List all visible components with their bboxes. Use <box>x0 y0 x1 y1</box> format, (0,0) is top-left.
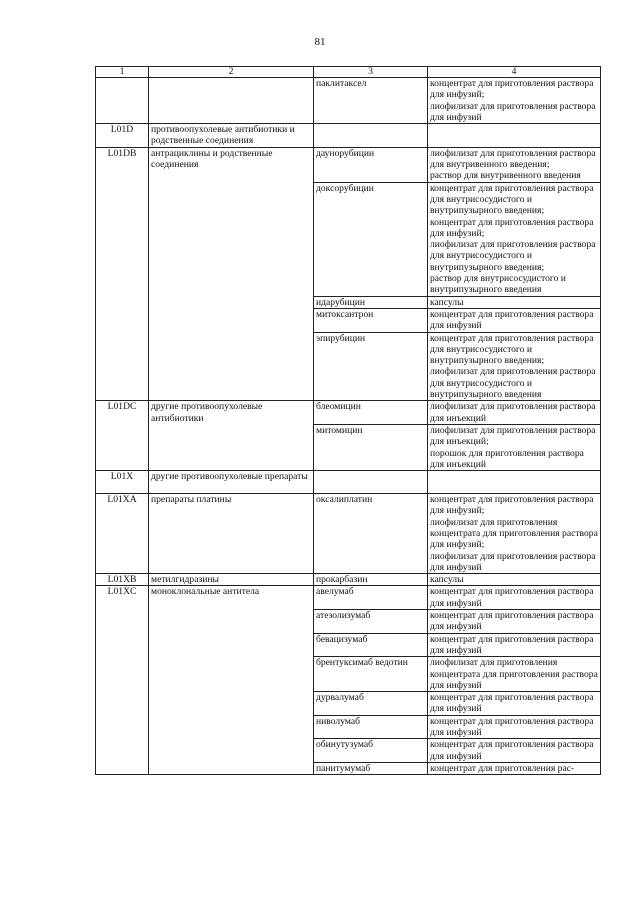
anatomical-group-cell: метилгидразины <box>149 574 314 586</box>
column-header-2: 2 <box>149 67 314 78</box>
drug-inn-cell <box>314 471 428 494</box>
table-row <box>96 586 601 610</box>
drug-inn-cell: митомицин <box>314 424 428 470</box>
anatomical-group-cell: моноклональные антитела <box>149 586 314 775</box>
atc-code-cell: L01XB <box>96 574 149 586</box>
dosage-form-cell <box>428 586 601 610</box>
dosage-form-cell <box>428 657 601 692</box>
drug-inn-cell: панитумумаб <box>314 762 428 774</box>
dosage-form-cell <box>428 296 601 308</box>
header-row <box>96 67 601 78</box>
drug-inn-cell: блеомицин <box>314 401 428 425</box>
atc-code-cell: L01DB <box>96 147 149 401</box>
dosage-form-line: лиофилизат для приготовления раствора для инъекций <box>430 401 596 424</box>
dosage-form-line: концентрат для приготовления раствора для инфузий; <box>430 78 594 101</box>
dosage-form-line: концентрат для приготовления раствора для инфузий; <box>430 494 594 517</box>
anatomical-group-cell: препараты платины <box>149 494 314 574</box>
atc-code-cell <box>96 78 149 124</box>
drug-inn-cell: оксалиплатин <box>314 494 428 574</box>
table-row <box>96 147 601 182</box>
dosage-form-line: лиофилизат для приготовления раствора для инъекций; <box>430 424 596 448</box>
dosage-form-line: лиофилизат для приготовления раствора для внутрисосудистого и внутрипузырного введения <box>430 366 596 401</box>
drug-inn-cell: доксорубицин <box>314 182 428 296</box>
dosage-form-line: лиофилизат для приготовления концентрата для приготовления раствора для инфузий; <box>430 516 598 551</box>
dosage-form-line: капсулы <box>430 574 464 586</box>
table-row <box>96 494 601 574</box>
dosage-form-cell <box>428 424 601 470</box>
dosage-form-line: концентрат для приготовления раствора для внутрисосудистого и внутрипузырного введения; <box>430 182 594 217</box>
atc-code-cell: L01XC <box>96 586 149 775</box>
dosage-form-cell <box>428 471 601 494</box>
dosage-form-line: концентрат для приготовления раствора для инфузий <box>430 633 594 656</box>
anatomical-group-cell: противоопухолевые антибиотики и родственные соединения <box>149 124 314 148</box>
dosage-form-line: раствор для внутривенного введения <box>430 170 581 182</box>
dosage-form-line: концентрат для приготовления раствора для инфузий <box>430 715 594 739</box>
table-row <box>96 401 601 425</box>
drug-inn-cell: даунорубицин <box>314 147 428 182</box>
drug-inn-cell: обинутузумаб <box>314 739 428 763</box>
dosage-form-line: концентрат для приготовления раствора для внутрисосудистого и внутрипузырного введения; <box>430 332 594 367</box>
dosage-form-cell <box>428 610 601 634</box>
drug-inn-cell: ниволумаб <box>314 715 428 739</box>
atc-code-cell: L01X <box>96 471 149 494</box>
dosage-form-line: концентрат для приготовления раствора для инфузий <box>430 308 594 332</box>
dosage-form-cell <box>428 401 601 425</box>
dosage-form-line: лиофилизат для приготовления концентрата для приготовления раствора для инфузий <box>430 657 598 691</box>
drug-inn-cell: эпирубицин <box>314 332 428 401</box>
dosage-form-cell <box>428 332 601 401</box>
drug-table <box>95 66 601 775</box>
page-number: 81 <box>314 36 326 48</box>
dosage-form-cell <box>428 633 601 657</box>
dosage-form-cell <box>428 692 601 716</box>
anatomical-group-cell: антрациклины и родственные соединения <box>149 147 314 401</box>
dosage-form-line: концентрат для приготовления раствора для инфузий; <box>430 216 594 239</box>
drug-inn-cell: митоксантрон <box>314 308 428 332</box>
dosage-form-line: лиофилизат для приготовления раствора для инфузий <box>430 550 596 573</box>
anatomical-group-cell: другие противоопухолевые антибиотики <box>149 401 314 471</box>
dosage-form-cell <box>428 762 601 774</box>
dosage-form-cell <box>428 574 601 586</box>
column-header-4: 4 <box>428 67 601 78</box>
drug-inn-cell: дурвалумаб <box>314 692 428 716</box>
dosage-form-line: порошок для приготовления раствора для инъекций <box>430 447 584 470</box>
dosage-form-cell <box>428 147 601 182</box>
dosage-form-line: лиофилизат для приготовления раствора для внутривенного введения; <box>430 147 596 171</box>
dosage-form-cell <box>428 494 601 574</box>
anatomical-group-cell <box>149 78 314 124</box>
dosage-form-line: концентрат для приготовления рас- <box>430 762 575 774</box>
dosage-form-cell <box>428 739 601 763</box>
table-row <box>96 471 601 494</box>
dosage-form-cell <box>428 182 601 296</box>
drug-inn-cell <box>314 124 428 148</box>
drug-inn-cell: паклитаксел <box>314 78 428 124</box>
atc-code-cell: L01DC <box>96 401 149 471</box>
drug-inn-cell: брентуксимаб ведотин <box>314 657 428 692</box>
dosage-form-line: лиофилизат для приготовления раствора для внутрисосудистого и внутрипузырного введения; <box>430 239 596 273</box>
dosage-form-line: раствор для внутрисосудистого и внутрипузырного введения <box>430 273 566 296</box>
drug-inn-cell: бевацизумаб <box>314 633 428 657</box>
dosage-form-line: концентрат для приготовления раствора для инфузий <box>430 692 594 715</box>
table-body <box>96 78 601 775</box>
drug-inn-cell: идарубицин <box>314 296 428 308</box>
dosage-form-line: концентрат для приготовления раствора для инфузий <box>430 610 594 633</box>
drug-inn-cell: прокарбазин <box>314 574 428 586</box>
atc-code-cell: L01XA <box>96 494 149 574</box>
dosage-form-line: концентрат для приготовления раствора для инфузий <box>430 739 594 762</box>
column-header-3: 3 <box>314 67 428 78</box>
column-header-1: 1 <box>96 67 149 78</box>
dosage-form-cell <box>428 78 601 124</box>
dosage-form-line: капсулы <box>430 296 464 308</box>
table-row <box>96 124 601 148</box>
drug-inn-cell: атезолизумаб <box>314 610 428 634</box>
table-row <box>96 78 601 124</box>
dosage-form-cell <box>428 308 601 332</box>
table-row <box>96 574 601 586</box>
atc-code-cell: L01D <box>96 124 149 148</box>
dosage-form-line: концентрат для приготовления раствора для инфузий <box>430 586 594 609</box>
drug-inn-cell: авелумаб <box>314 586 428 610</box>
dosage-form-cell <box>428 715 601 739</box>
anatomical-group-cell: другие противоопухолевые препараты <box>149 471 314 494</box>
dosage-form-cell <box>428 124 601 148</box>
dosage-form-line: лиофилизат для приготовления раствора для инфузий <box>430 100 596 123</box>
